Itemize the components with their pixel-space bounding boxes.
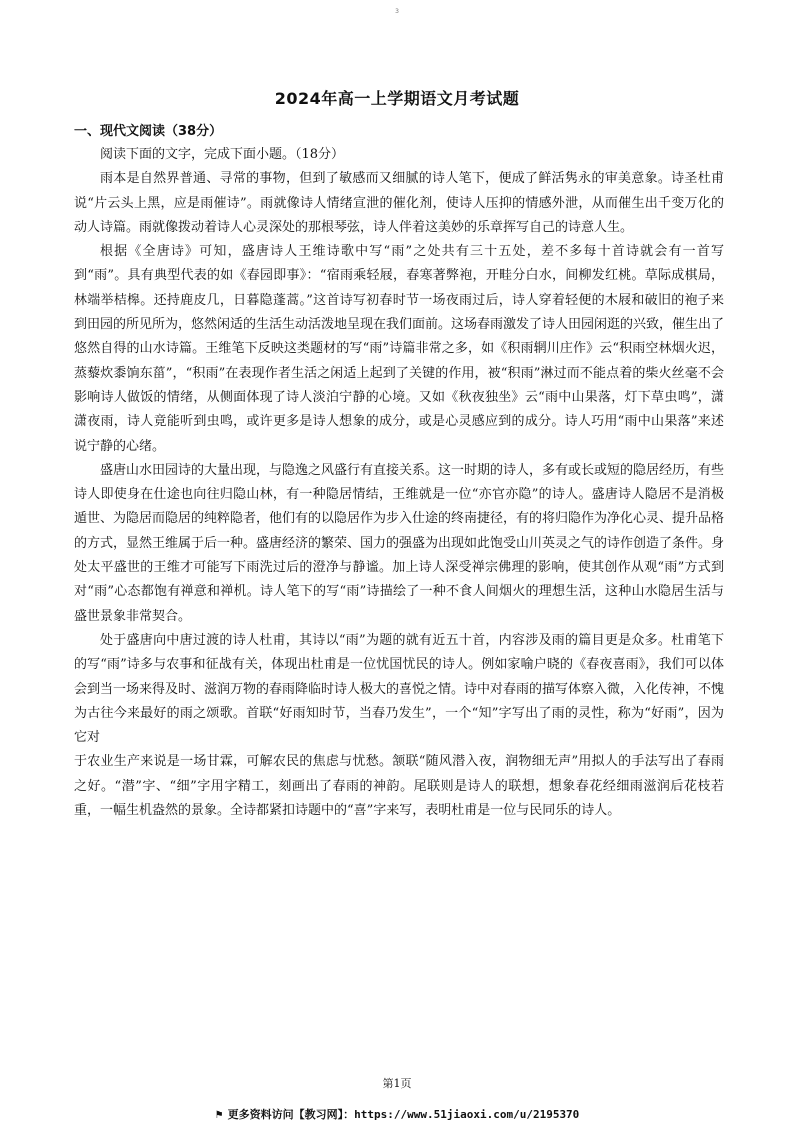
footer-link[interactable] — [0, 1106, 794, 1122]
reading-passage — [74, 143, 724, 823]
paragraph: 雨本是自然界普通、寻常的事物，但到了敏感而又细腻的诗人笔下，便成了鲜活隽永的审美意象。诗圣杜甫说“片云头上黑，应是雨催诗”。雨就像诗人情绪宣泄的催化剂，使诗人压抑的情感外泄，从而催生出千变万化的动人诗篇。雨就像拨动着诗人心灵深处的那根琴弦，诗人伴着这美妙的乐章挥写自己的诗意人生。 — [74, 171, 724, 235]
paragraph: 处于盛唐向中唐过渡的诗人杜甫，其诗以“雨”为题的就有近五十首，内容涉及雨的篇目更是众多。杜甫笔下的写“雨”诗多与农事和征战有关，体现出杜甫是一位忧国忧民的诗人。例如家喻户晓的《春夜喜雨》，我们可以体会到当一场来得及时、滋润万物的春雨降临时诗人极大的喜悦之情。诗中对春雨的描写体察入微，入化传神，不愧为古往今来最好的雨之颂歌。首联“好雨知时节，当春乃发生”，一个“知”字写出了雨的灵性，称为“好雨”，因为它对 — [74, 632, 725, 746]
section-heading: 一、现代文阅读（38分） — [74, 124, 223, 139]
page-number: 第1页 — [382, 1077, 412, 1090]
paragraph: 盛唐山水田园诗的大量出现，与隐逸之风盛行有直接关系。这一时期的诗人，多有或长或短的隐居经历，有些诗人即使身在仕途也向往归隐山林，有一种隐居情结，王维就是一位“亦官亦隐”的诗人。盛唐诗人隐居不是消极遁世、为隐居而隐居的纯粹隐者，他们有的以隐居作为步入仕途的终南捷径，有的将归隐作为净化心灵、提升品格的方式，显然王维属于后一种。盛唐经济的繁荣、国力的强盛为出现如此饱受山川英灵之气的诗作创造了条件。身处太平盛世的王维才可能写下雨洗过后的澄净与静谧。加上诗人深受禅宗佛理的影响，使其创作从观“雨”方式到对“雨”心态都饱有禅意和禅机。诗人笔下的写“雨”诗描绘了一种不食人间烟火的理想生活，这种山水隐居生活与盛世景象非常契合。 — [74, 462, 725, 624]
instruction-text: 阅读下面的文字，完成下面小题。（18分） — [100, 147, 345, 162]
page-title: 2024年高一上学期语文月考试题 — [274, 89, 520, 108]
paragraph-continuation: 于农业生产来说是一场甘霖，可解农民的焦虑与忧愁。颔联“随风潜入夜，润物细无声”用拟人的手法写出了春雨之好。“潜”字、“细”字用字精工，刻画出了春雨的神韵。尾联则是诗人的联想，想象春花经细雨滋润后花枝若重，一幅生机盎然的景象。全诗都紧扣诗题中的“喜”字来写，表明杜甫是一位与民同乐的诗人。 — [74, 754, 724, 819]
footer-text[interactable]: 更多资料访问【教习网】：https://www.51jiaoxi.com/u/2195370 — [227, 1108, 580, 1121]
flag-icon: ⚑ — [214, 1110, 224, 1121]
page-top-mark: 3 — [395, 8, 399, 15]
paragraph: 根据《全唐诗》可知，盛唐诗人王维诗歌中写“雨”之处共有三十五处，差不多每十首诗就会有一首写到“雨”。具有典型代表的如《春园即事》：“宿雨乘轻屐，春寒著弊袍，开畦分白水，间柳发红桃。草际成棋局，林端举桔槔。还持鹿皮几，日暮隐蓬蒿。”这首诗写初春时节一场夜雨过后，诗人穿着轻便的木屐和破旧的袍子来到田园的所见所为，悠然闲适的生活生动活泼地呈现在我们面前。这场春雨激发了诗人田园闲逛的兴致，催生出了悠然自得的山水诗篇。王维笔下反映这类题材的写“雨”诗篇非常之多，如《积雨辋川庄作》云“积雨空林烟火迟，蒸藜炊黍饷东菑”，“积雨”在表现作者生活之闲适上起到了关键的作用，被“积雨”淋过而不能点着的柴火丝毫不会影响诗人做饭的情绪，从侧面体现了诗人淡泊宁静的心境。又如《秋夜独坐》云“雨中山果落，灯下草虫鸣”，潇潇夜雨，诗人竟能听到虫鸣，或许更多是诗人想象的成分，或是心灵感应到的成分。诗人巧用“雨中山果落”来述说宁静的心绪。 — [74, 244, 725, 454]
